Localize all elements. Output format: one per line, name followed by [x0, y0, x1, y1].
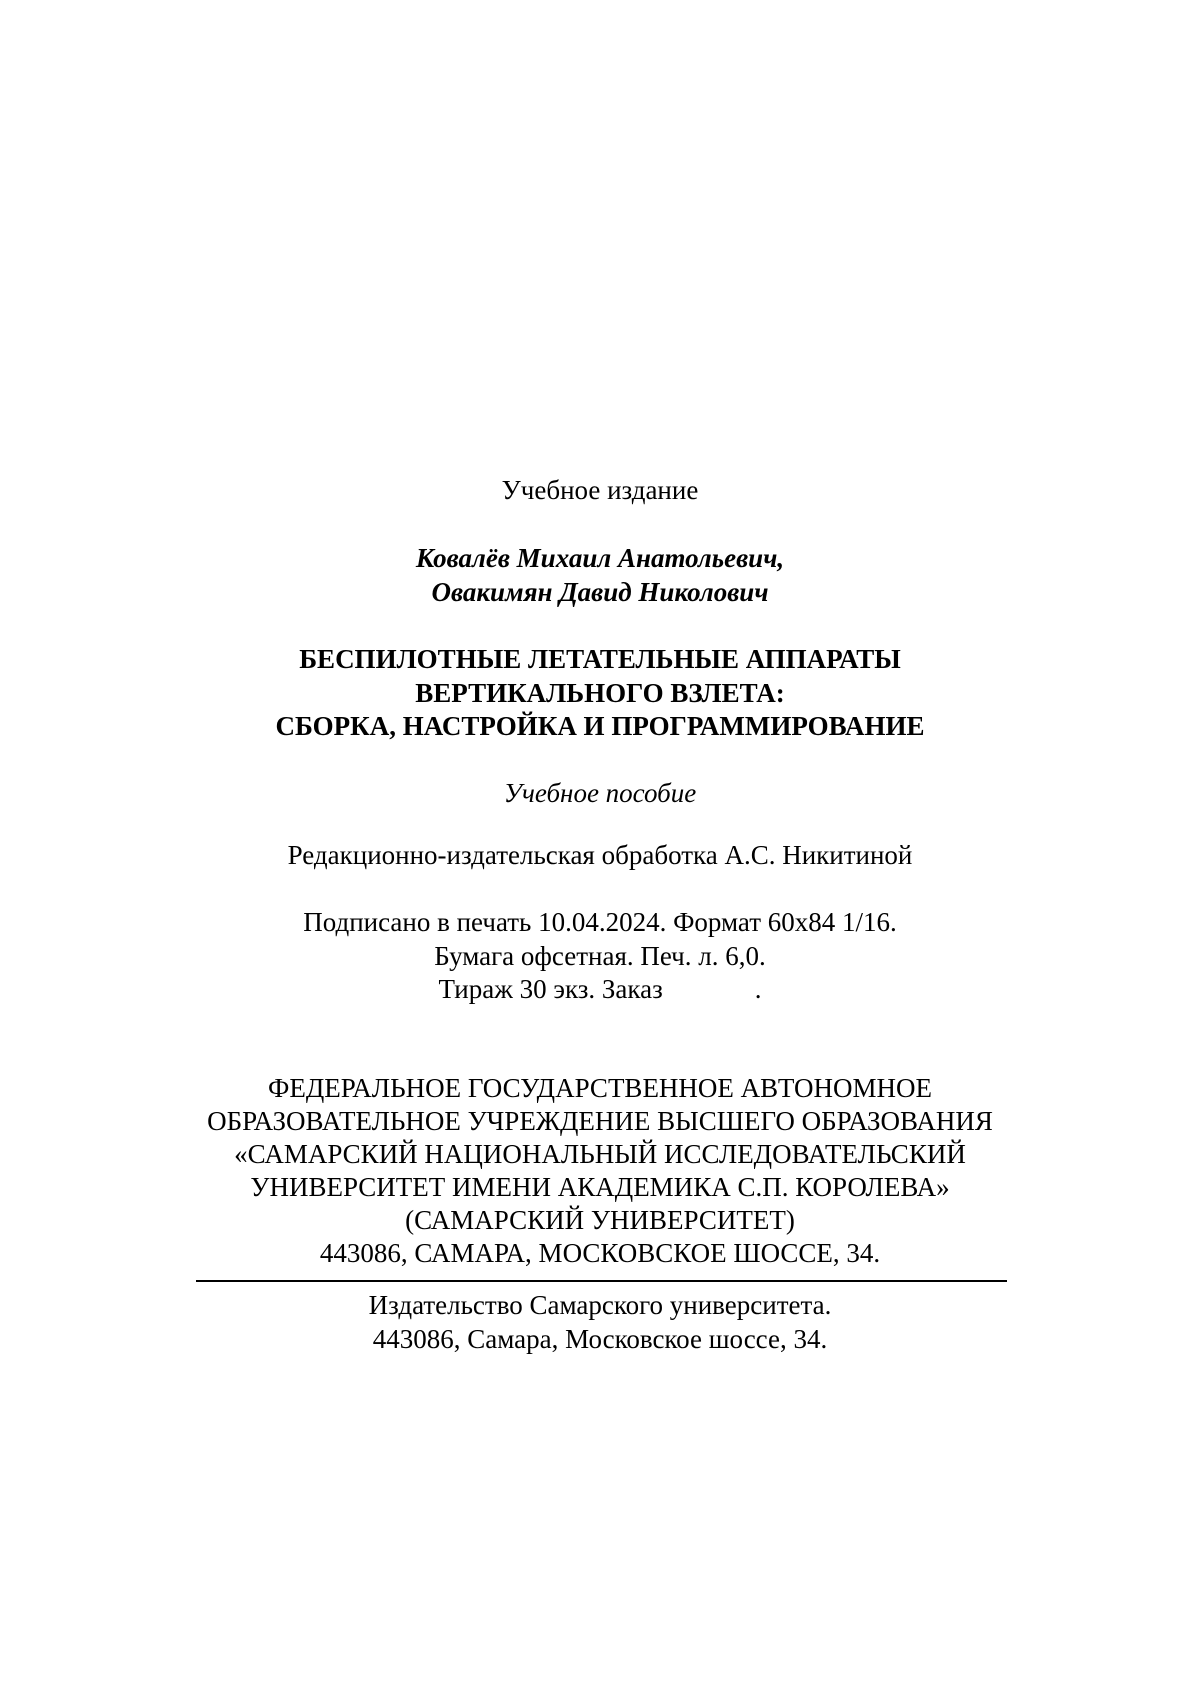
- author-1: Ковалёв Михаил Анатольевич,: [415, 543, 785, 573]
- university-line-2: ОБРАЗОВАТЕЛЬНОЕ УЧРЕЖДЕНИЕ ВЫСШЕГО ОБРАЗОВАНИЯ: [207, 1106, 993, 1136]
- publisher-name: Издательство Самарского университета.: [368, 1290, 832, 1320]
- editorial-credit: Редакционно-издательская обработка А.С. Никитиной: [287, 840, 913, 870]
- university-line-1: ФЕДЕРАЛЬНОЕ ГОСУДАРСТВЕННОЕ АВТОНОМНОЕ: [268, 1073, 932, 1103]
- edition-type: Учебное издание: [501, 475, 699, 505]
- title-line-2: ВЕРТИКАЛЬНОГО ВЗЛЕТА:: [415, 678, 785, 708]
- publisher-address: 443086, Самара, Московское шоссе, 34.: [372, 1324, 828, 1354]
- author-2: Овакимян Давид Николович: [431, 577, 769, 607]
- university-line-3: «САМАРСКИЙ НАЦИОНАЛЬНЫЙ ИССЛЕДОВАТЕЛЬСКИЙ: [234, 1139, 966, 1169]
- print-signed: Подписано в печать 10.04.2024. Формат 60х84 1/16.: [303, 907, 897, 937]
- university-address: 443086, САМАРА, МОСКОВСКОЕ ШОССЕ, 34.: [319, 1238, 881, 1268]
- university-line-5: (САМАРСКИЙ УНИВЕРСИТЕТ): [405, 1205, 795, 1235]
- separator-rule: [196, 1280, 1007, 1282]
- title-line-1: БЕСПИЛОТНЫЕ ЛЕТАТЕЛЬНЫЕ АППАРАТЫ: [299, 644, 901, 674]
- print-circulation: [0, 972, 1200, 1006]
- book-type: Учебное пособие: [503, 778, 697, 808]
- circulation-text: Тираж 30 экз. Заказ: [438, 974, 663, 1004]
- circulation-end: .: [754, 974, 762, 1004]
- title-line-3: СБОРКА, НАСТРОЙКА И ПРОГРАММИРОВАНИЕ: [275, 711, 925, 741]
- print-paper: Бумага офсетная. Печ. л. 6,0.: [434, 941, 766, 971]
- university-line-4: УНИВЕРСИТЕТ ИМЕНИ АКАДЕМИКА С.П. КОРОЛЕВА»: [250, 1172, 950, 1202]
